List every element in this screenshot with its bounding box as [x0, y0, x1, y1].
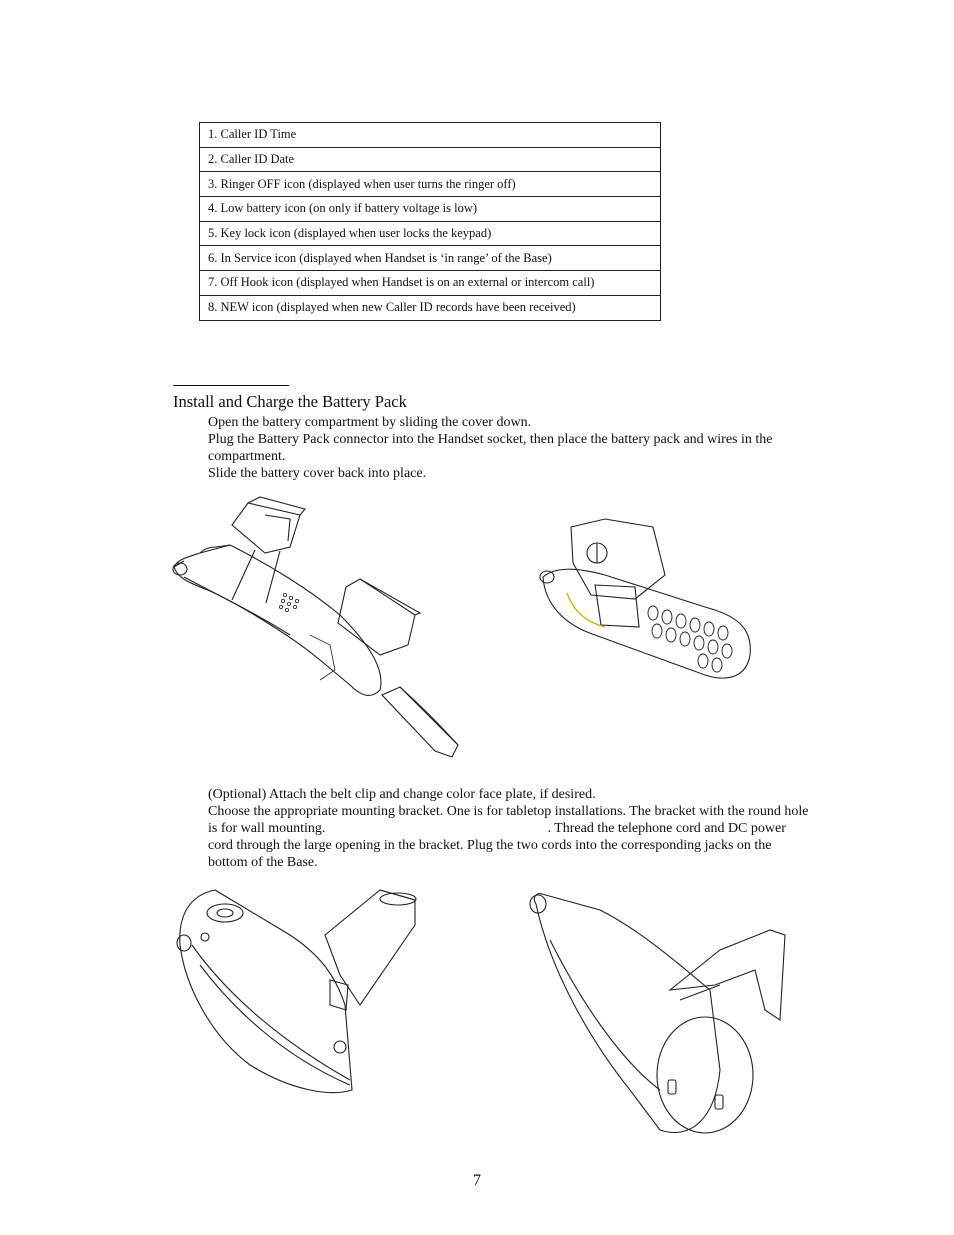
legend-item: 3. Ringer OFF icon (displayed when user turns the ringer off) — [200, 172, 661, 197]
mounting-instructions — [208, 786, 814, 871]
legend-item: 1. Caller ID Time — [200, 123, 661, 148]
table-row — [200, 197, 661, 222]
table-row — [200, 221, 661, 246]
battery-instructions — [208, 414, 814, 482]
legend-item: 5. Key lock icon (displayed when user locks the keypad) — [200, 221, 661, 246]
instruction-line: (Optional) Attach the belt clip and change color face plate, if desired. — [208, 787, 596, 802]
table-row — [200, 271, 661, 296]
instruction-line: Slide the battery cover back into place. — [208, 466, 427, 481]
legend-item: 4. Low battery icon (on only if battery voltage is low) — [200, 197, 661, 222]
table-row — [200, 123, 661, 148]
section-divider — [173, 385, 289, 386]
legend-item: 6. In Service icon (displayed when Handset is ‘in range’ of the Base) — [200, 246, 661, 271]
table-row — [200, 147, 661, 172]
legend-item: 2. Caller ID Date — [200, 147, 661, 172]
base-wall-bracket-illustration — [520, 890, 790, 1135]
instruction-line: Plug the Battery Pack connector into the Handset socket, then place the battery pack and wires in the compartment. — [208, 432, 773, 464]
instruction-text: . Thread the telephone cord and DC power cord through the large opening in the bracket. Plug the two cords into the corresponding jacks on the bottom of the Base. — [208, 821, 786, 870]
instruction-line: Open the battery compartment by sliding the cover down. — [208, 415, 532, 430]
section-heading: Install and Charge the Battery Pack — [173, 392, 407, 411]
instruction-line — [208, 803, 814, 871]
display-icon-legend-table — [199, 122, 661, 321]
table-row — [200, 295, 661, 320]
table-row — [200, 172, 661, 197]
legend-item: 8. NEW icon (displayed when new Caller ID records have been received) — [200, 295, 661, 320]
page-number: 7 — [473, 1172, 481, 1189]
handset-battery-illustration — [170, 495, 465, 770]
handset-open-illustration — [535, 515, 760, 690]
legend-item: 7. Off Hook icon (displayed when Handset is on an external or intercom call) — [200, 271, 661, 296]
instruction-text: Choose the appropriate mounting bracket. One is for tabletop installations. The bracket with the round hole is for wall mounting. — [208, 804, 809, 836]
base-bracket-illustration — [170, 885, 420, 1125]
table-row — [200, 246, 661, 271]
